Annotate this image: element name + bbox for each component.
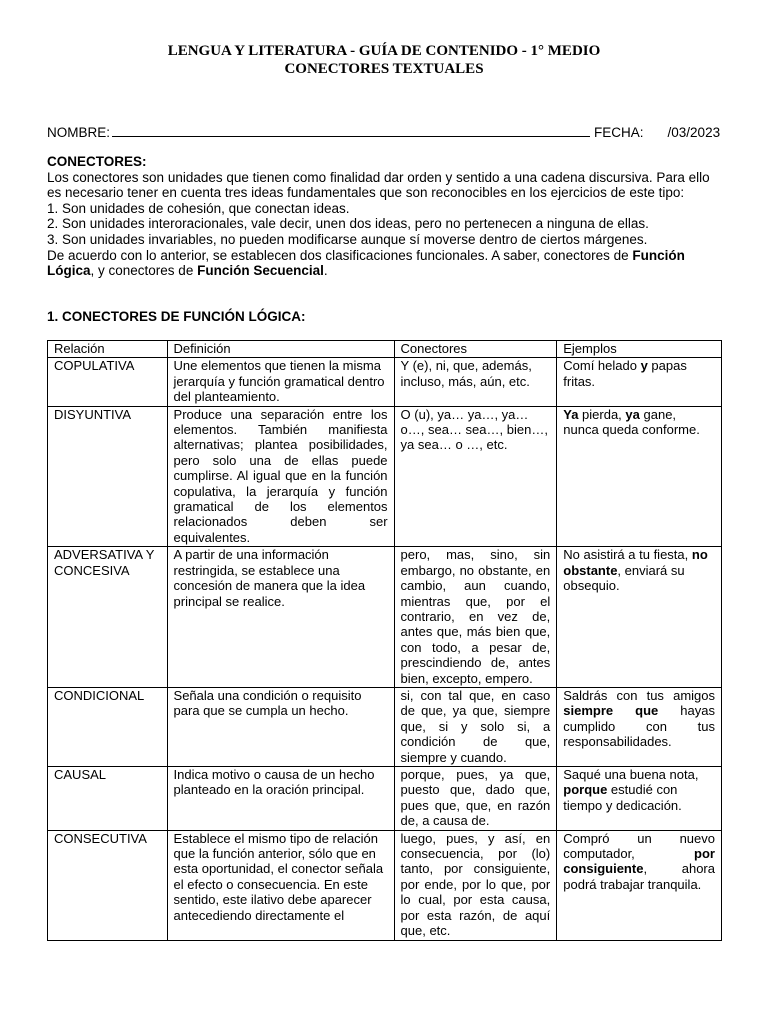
cell-conectores: si, con tal que, en caso de que, ya que, siempre que, si y solo si, a condición de que, siempre y cuando. — [394, 687, 557, 766]
cell-ejemplo — [557, 687, 722, 766]
closing-text-a: De acuerdo con lo anterior, se establecen dos clasificaciones funcionales. A saber, conectores de — [47, 247, 633, 263]
ejemplo-connector: siempre que — [563, 703, 659, 719]
cell-definicion: Produce una separación entre los elementos. También manifiesta alternativas; plantea posibilidades, pero solo una de ellas puede cumplirse. Al igual que en la función copulativa, la jerarquía y función gramatical de los elementos relacionados deben ser equivalentes. — [167, 406, 394, 547]
ejemplo-text: Saldrás con tus amigos — [563, 687, 715, 703]
ejemplo-connector: no obstante — [563, 547, 708, 578]
name-date-row — [47, 124, 722, 140]
cell-ejemplo — [557, 766, 722, 830]
fecha-value: /03/2023 — [667, 125, 721, 140]
nombre-field[interactable] — [112, 124, 590, 137]
connectors-table — [47, 340, 722, 941]
table-row — [48, 358, 722, 406]
cell-definicion: A partir de una información restringida, se establece una concesión de manera que la idea principal se realice. — [167, 547, 394, 688]
cell-relacion: CONSECUTIVA — [48, 830, 168, 940]
nombre-label: NOMBRE: — [47, 125, 111, 140]
cell-relacion: CAUSAL — [48, 766, 168, 830]
table-header-row — [48, 341, 722, 358]
cell-ejemplo — [557, 547, 722, 688]
table-row — [48, 766, 722, 830]
ejemplo-text: , ahora podrá trabajar tranquila. — [563, 861, 715, 892]
ejemplo-connector: porque — [563, 782, 608, 798]
cell-definicion — [167, 830, 394, 940]
table-row — [48, 687, 722, 766]
intro-item-1: 1. Son unidades de cohesión, que conectan ideas. — [47, 200, 350, 216]
ejemplo-text: estudié con tiempo y dedicación. — [563, 782, 682, 813]
ejemplo-text: Comí helado — [563, 358, 641, 374]
intro-paragraph: Los conectores son unidades que tienen como finalidad dar orden y sentido a una cadena discursiva. Para ello es necesario tener en cuenta tres ideas fundamentales que son reconocibles en los ejercicios de este tipo: — [47, 169, 710, 201]
section-1-heading: 1. CONECTORES DE FUNCIÓN LÓGICA: — [47, 309, 306, 324]
ejemplo-text: hayas cumplido con tus responsabilidades. — [563, 703, 715, 750]
cell-ejemplo — [557, 406, 722, 547]
cell-ejemplo — [557, 830, 722, 940]
intro-heading: CONECTORES: — [47, 154, 147, 169]
table-row — [48, 830, 722, 940]
cell-definicion: Une elementos que tienen la misma jerarquía y función gramatical dentro del planteamiento. — [167, 358, 394, 406]
cell-conectores: Y (e), ni, que, además, incluso, más, aún, etc. — [394, 358, 557, 406]
cell-conectores: pero, mas, sino, sin embargo, no obstante, en cambio, aun cuando, mientras que, por el contrario, en vez de, antes que, más bien que, con todo, a pesar de, prescindiendo de, antes bien, excepto, empero. — [394, 547, 557, 688]
cell-relacion: DISYUNTIVA — [48, 406, 168, 547]
table-row — [48, 406, 722, 547]
intro-section — [47, 154, 723, 279]
fecha-label: FECHA: — [594, 125, 644, 140]
header-definicion: Definición — [167, 341, 394, 358]
cell-relacion: ADVERSATIVA Y CONCESIVA — [48, 547, 168, 688]
ejemplo-text: pierda, — [578, 406, 626, 422]
header-relacion: Relación — [48, 341, 168, 358]
document-subtitle: CONECTORES TEXTUALES — [284, 61, 484, 77]
ejemplo-connector: ya — [625, 406, 640, 422]
closing-funcion-logica: Función Lógica — [47, 247, 685, 279]
definicion-text: Establece el mismo tipo de relación que la función anterior, sólo que en esta oportunidad, el conector señala el efecto o consecuencia. En este sentido, este ilativo debe aparecer antecediendo directamente el — [173, 830, 384, 923]
intro-closing — [47, 248, 723, 279]
header-ejemplos: Ejemplos — [557, 341, 722, 358]
closing-text-e: . — [323, 263, 328, 279]
intro-item-3: 3. Son unidades invariables, no pueden modificarse aunque sí moverse dentro de ciertos márgenes. — [47, 231, 648, 247]
ejemplo-text: papas fritas. — [563, 358, 687, 389]
cell-conectores: O (u), ya… ya…, ya… o…, sea… sea…, bien…, ya sea… o …, etc. — [394, 406, 557, 547]
cell-conectores: porque, pues, ya que, puesto que, dado que, pues que, que, en razón de, a causa de. — [394, 766, 557, 830]
ejemplo-text: Compró un nuevo computador, — [563, 830, 715, 861]
ejemplo-connector: por consiguiente — [563, 846, 715, 877]
header-conectores: Conectores — [394, 341, 557, 358]
ejemplo-text: Saqué una buena nota, — [563, 766, 699, 782]
table-row — [48, 547, 722, 688]
intro-item-2: 2. Son unidades interoracionales, vale decir, unen dos ideas, pero no pertenecen a ninguna de ellas. — [47, 216, 649, 232]
ejemplo-connector: y — [640, 358, 648, 374]
cell-conectores: luego, pues, y así, en consecuencia, por (lo) tanto, por consiguiente, por ende, por lo que, por lo cual, por esta causa, por esta razón, de aquí que, etc. — [394, 830, 557, 940]
cell-relacion: CONDICIONAL — [48, 687, 168, 766]
closing-text-c: , y conectores de — [90, 263, 198, 279]
cell-definicion: Señala una condición o requisito para que se cumpla un hecho. — [167, 687, 394, 766]
ejemplo-text: No asistirá a tu fiesta, — [563, 547, 692, 563]
cell-relacion: COPULATIVA — [48, 358, 168, 406]
document-title: LENGUA Y LITERATURA - GUÍA DE CONTENIDO - 1° MEDIO — [167, 43, 601, 59]
cell-definicion: Indica motivo o causa de un hecho planteado en la oración principal. — [167, 766, 394, 830]
ejemplo-text: , enviará su obsequio. — [563, 562, 685, 594]
cell-ejemplo — [557, 358, 722, 406]
closing-funcion-secuencial: Función Secuencial — [197, 263, 324, 279]
ejemplo-text: gane, nunca queda conforme. — [563, 406, 700, 438]
ejemplo-connector: Ya — [563, 406, 579, 422]
